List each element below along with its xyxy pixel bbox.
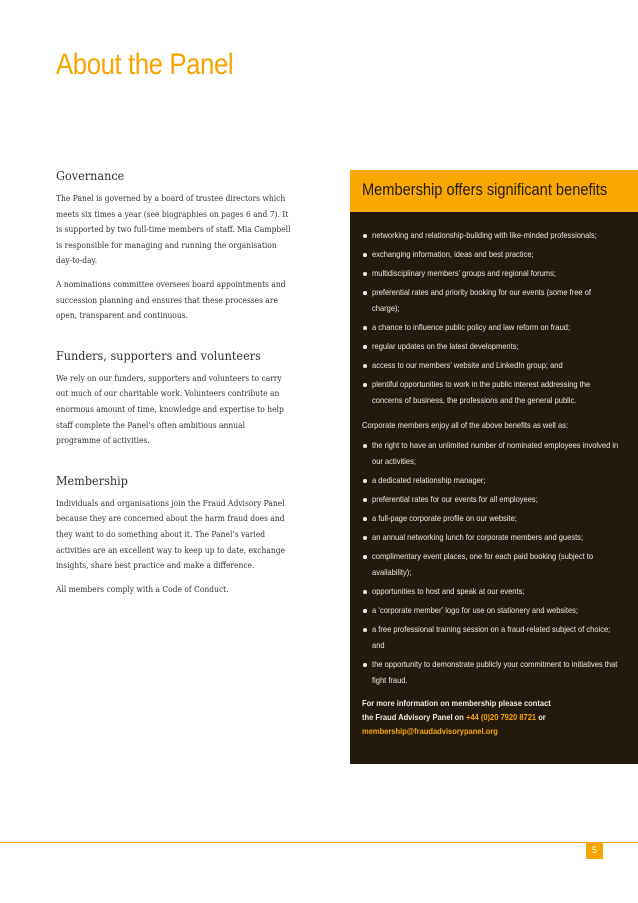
governance-heading: Governance: [56, 168, 125, 183]
footer-rule: [0, 842, 638, 843]
funders-section: [56, 348, 292, 449]
list-item: plentiful opportunities to work in the public interest addressing the concerns of business, the professions and the general public.: [362, 377, 624, 409]
list-item: the opportunity to demonstrate publicly your commitment to initiatives that fight fraud.: [362, 657, 624, 689]
list-item: a full-page corporate profile on our website;: [362, 511, 624, 527]
left-column: [56, 168, 292, 605]
page-title: About the Panel: [56, 48, 234, 81]
list-item: multidisciplinary members’ groups and regional forums;: [362, 266, 624, 282]
list-item: the right to have an unlimited number of nominated employees involved in our activities;: [362, 438, 624, 470]
corporate-benefits-list: [362, 438, 624, 689]
page-number: 5: [586, 842, 603, 859]
list-item: regular updates on the latest developments;: [362, 339, 624, 355]
governance-paragraph-2: A nominations committee oversees board appointments and succession planning and ensures that these processes are open, transparent and continuous.: [56, 278, 286, 321]
list-item: a ‘corporate member’ logo for use on stationery and websites;: [362, 603, 624, 619]
corporate-intro: Corporate members enjoy all of the above benefits as well as:: [362, 421, 569, 430]
list-item: a free professional training session on a fraud-related subject of choice; and: [362, 622, 624, 654]
list-item: complimentary event places, one for each paid booking (subject to availability);: [362, 549, 624, 581]
list-item: preferential rates for our events for all employees;: [362, 492, 624, 508]
benefits-panel-header: [350, 170, 638, 212]
membership-heading: Membership: [56, 472, 128, 488]
funders-heading: Funders, supporters and volunteers: [56, 347, 261, 363]
list-item: an annual networking lunch for corporate members and guests;: [362, 530, 624, 546]
list-item: networking and relationship-building with like-minded professionals;: [362, 228, 624, 244]
benefits-list: [362, 228, 624, 409]
membership-contact: For more information on membership please contact the Fraud Advisory Panel on +44 (0)20 7920 8721 or membership@fraudadvisorypanel.org: [362, 697, 624, 739]
governance-section: [56, 168, 292, 324]
membership-paragraph-1: Individuals and organisations join the Fraud Advisory Panel because they are concerned about the harm fraud does and they want to do something about it. The Panel’s varied activities are an excellent way to keep up to date, exchange insights, share best practice and make a difference.: [56, 497, 285, 571]
list-item: a dedicated relationship manager;: [362, 473, 624, 489]
benefits-panel: [350, 170, 638, 764]
membership-paragraph-2: All members comply with a Code of Conduct.: [56, 583, 229, 594]
list-item: preferential rates and priority booking for our events (some free of charge);: [362, 285, 624, 317]
list-item: access to our members’ website and LinkedIn group; and: [362, 358, 624, 374]
funders-paragraph-1: We rely on our funders, supporters and volunteers to carry out much of our charitable work. Volunteers contribute an enormous amount of time, knowledge and expertise to help staff complete the Panel’s often ambitious annual programme of activities.: [56, 372, 284, 446]
membership-section: [56, 473, 292, 598]
governance-paragraph-1: The Panel is governed by a board of trustee directors which meets six times a year (see biographies on pages 6 and 7). It is supported by two full-time members of staff. Mia Campbell is responsible for managing and running the organisation day-to-day.: [56, 193, 291, 266]
list-item: opportunities to host and speak at our events;: [362, 584, 624, 600]
email-link[interactable]: membership@fraudadvisorypanel.org: [362, 727, 498, 736]
benefits-heading: Membership offers significant benefits: [362, 180, 608, 199]
list-item: a chance to influence public policy and law reform on fraud;: [362, 320, 624, 336]
phone-link[interactable]: +44 (0)20 7920 8721: [465, 713, 537, 722]
list-item: exchanging information, ideas and best practice;: [362, 247, 624, 263]
